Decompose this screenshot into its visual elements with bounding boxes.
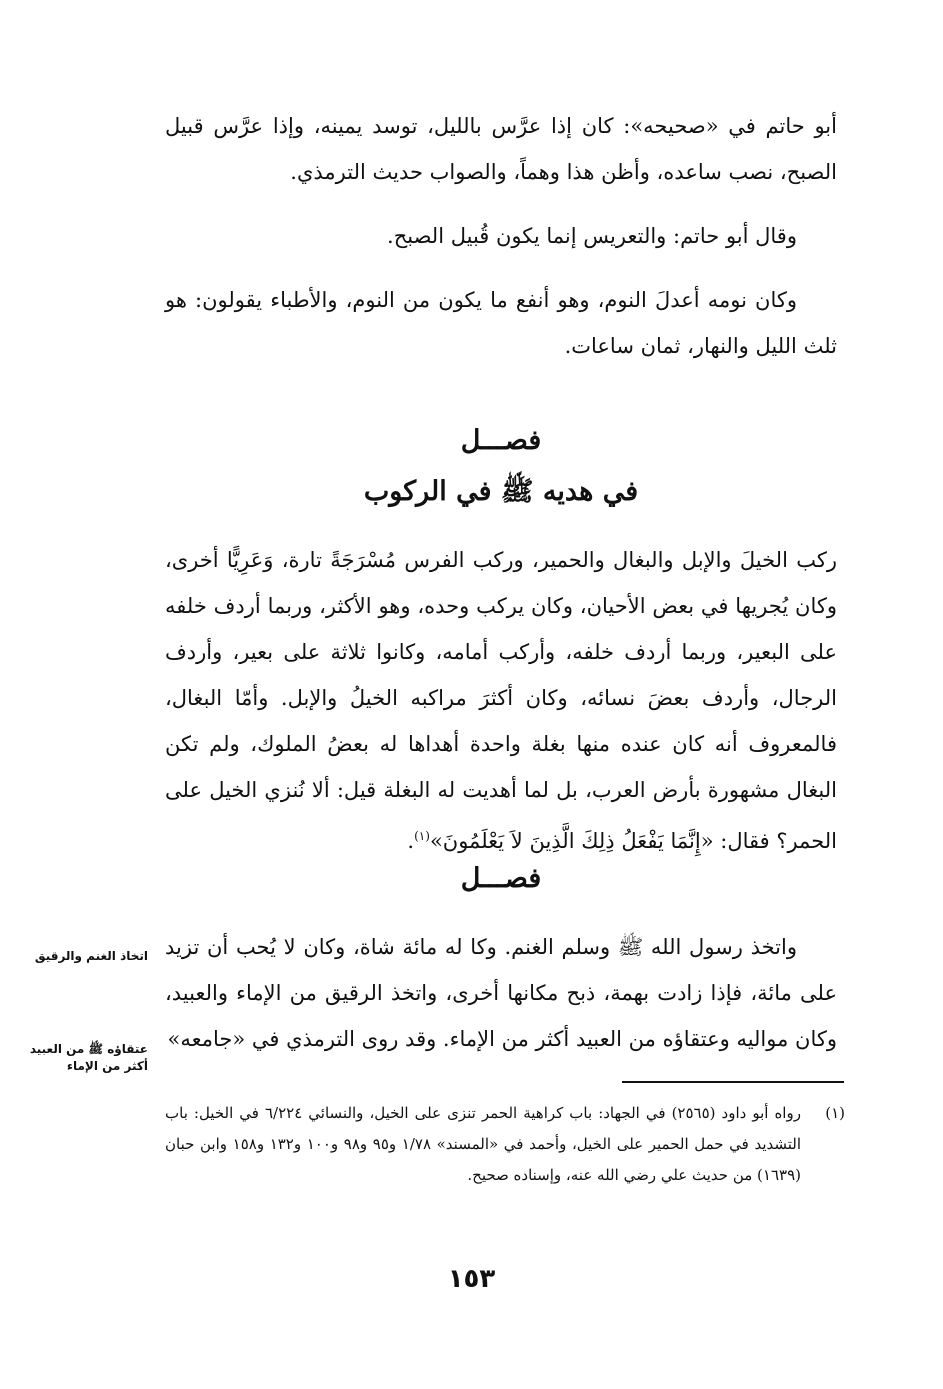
paragraph-2: وقال أبو حاتم: والتعريس إنما يكون قُبيل الصبح.: [387, 224, 797, 248]
section-heading-2: فصـــل: [460, 863, 542, 894]
footnote-ref[interactable]: (١): [414, 829, 430, 843]
footnote: [165, 1098, 845, 1191]
paragraph-4-end: .: [407, 829, 415, 853]
paragraph-5: واتخذ رسول الله ﷺ وسلم الغنم. وكا له مائة شاة، وكان لا يُحب أن تزيد على مائة، فإذا زادت بهمة، ذبح مكانها أخرى، واتخذ الرقيق من الإماء والعبيد، وكان مواليه وعتقاؤه من العبيد أكثر من الإماء. وقد روى الترمذي في «جامعه»: [165, 935, 837, 1051]
paragraph-1: أبو حاتم في «صحيحه»: كان إذا عرَّس بالليل، توسد يمينه، وإذا عرَّس قبيل الصبح، نصب ساعده، وأظن هذا وهماً، والصواب حديث الترمذي.: [165, 114, 837, 184]
paragraph-3: وكان نومه أعدلَ النوم، وهو أنفع ما يكون من النوم، والأطباء يقولون: هو ثلث الليل والنهار، ثمان ساعات.: [165, 288, 837, 358]
livestock-section: [165, 924, 837, 1062]
footnote-number: (١): [825, 1104, 845, 1122]
section-heading: فصـــل: [460, 425, 542, 456]
footnote-separator: [622, 1081, 844, 1083]
paragraph-4-text: ركب الخيلَ والإبل والبغال والحمير، وركب الفرس مُسْرَجَةً تارة، وَعَرِيًّا أخرى، وكان يُجريها في بعض الأحيان، وكان يركب وحده، وهو الأكثر، وربما أردف خلفه على البعير، وربما أردف خلفه، وأركب أمامه، وكانوا ثلاثة على بعير، وأردف الرجال، وأردف بعضَ نسائه، وكان أكثرَ مراكبه الخيلُ والإبل. وأمّا البغال، فالمعروف أنه كان عنده منها بغلة واحدة أهداها له بعضُ الملوك، ولم تكن البغال مشهورة بأرض العرب، بل لما أهديت له البغلة قيل: ألا نُنزي الخيل على الحمر؟ فقال: «إِنَّمَا يَفْعَلُ ذِلِكَ الَّذِينَ لاَ يَعْلَمُونَ»: [165, 548, 837, 853]
paragraph-4: [165, 537, 837, 864]
section-subheading: في هديه ﷺ في الركوب: [363, 476, 639, 507]
margin-note-2: عتقاؤه ﷺ من العبيد أكثر من الإماء: [29, 1042, 148, 1073]
riding-section: [165, 537, 837, 864]
margin-note-1: اتخاذ الغنم والرقيق: [34, 949, 148, 963]
top-paragraphs: [165, 103, 837, 369]
footnote-text: رواه أبو داود (٢٥٦٥) في الجهاد: باب كراهية الحمر تنزى على الخيل، والنسائي ٦/٢٢٤ في الخيل: باب التشديد في حمل الحمير على الخيل، وأحمد في «المسند» ١/٧٨ و٩٥ و٩٨ و١٠٠ و١٣٢ و١٥٨ وابن حبان (١٦٣٩) من حديث علي رضي الله عنه، وإسناده صحيح.: [165, 1104, 802, 1184]
page-number: ١٥٣: [447, 1264, 496, 1294]
